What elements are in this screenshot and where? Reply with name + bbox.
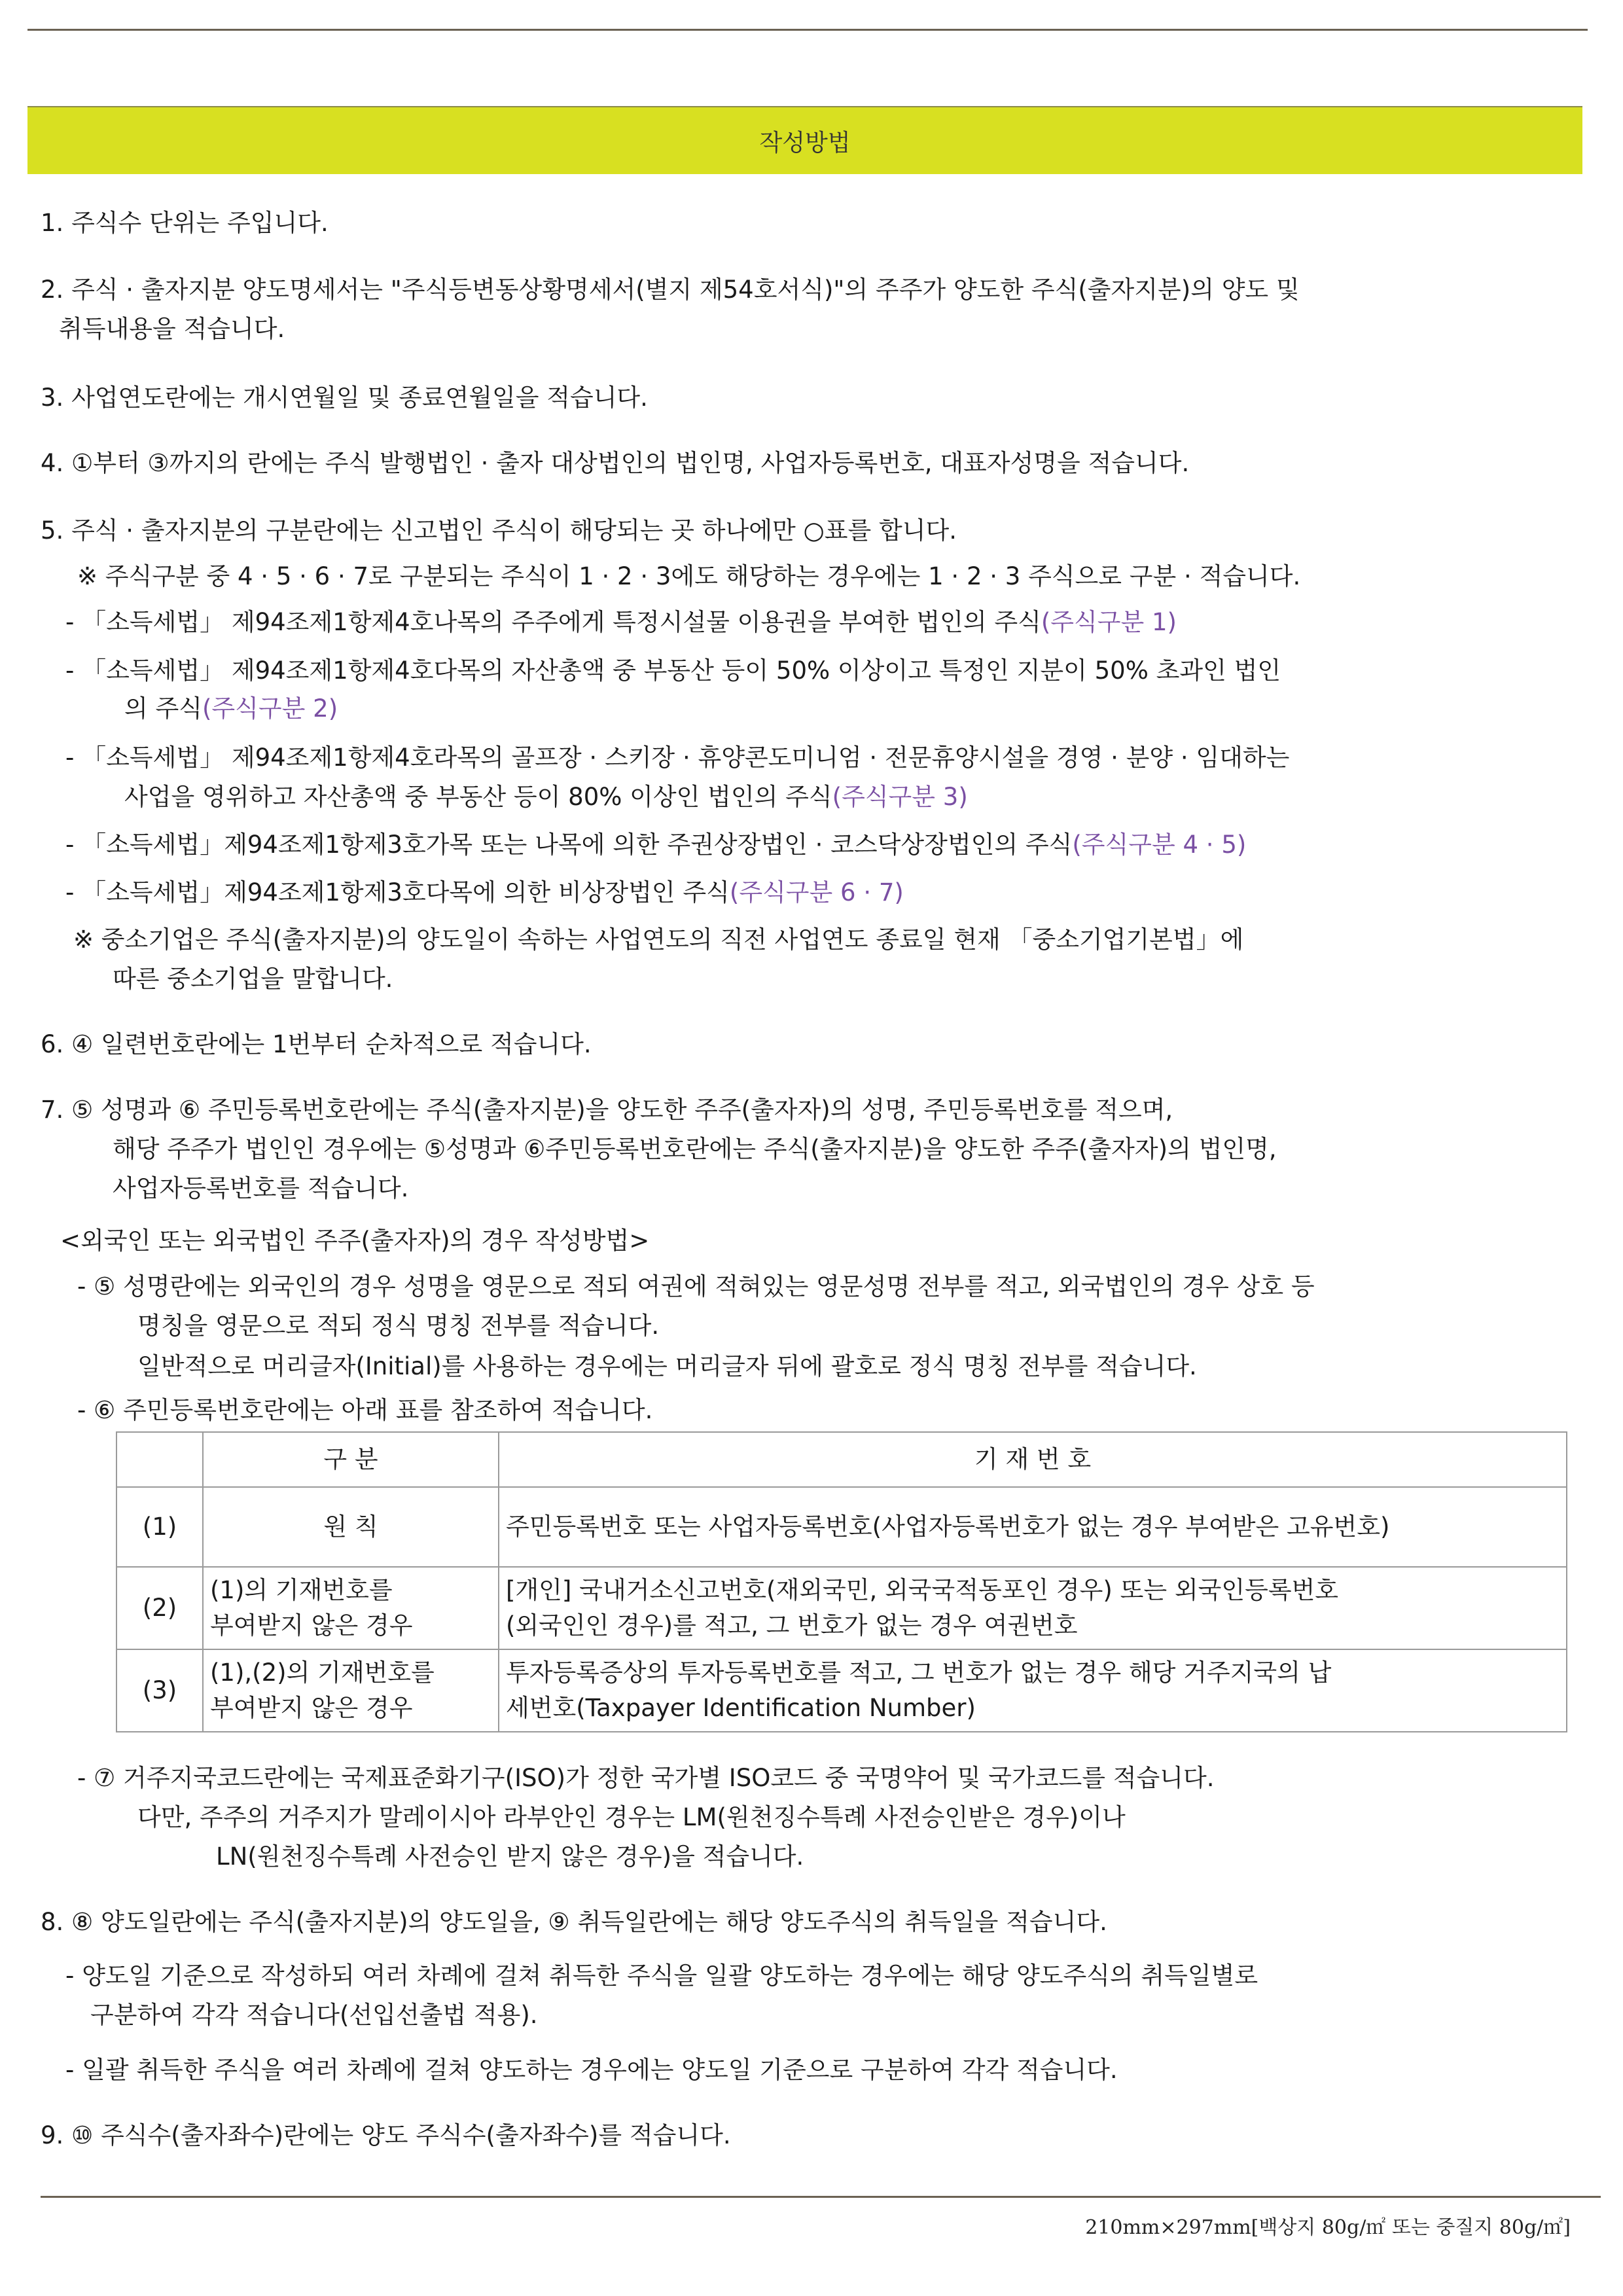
residence-code-line-1: - ⑦ 거주지국코드란에는 국제표준화기구(ISO)가 정한 국가별 ISO코드 중 국명약어 및 국가코드를 적습니다. xyxy=(77,1764,1215,1792)
table-cell-line: (1)의 기재번호를 xyxy=(210,1576,393,1604)
table-row xyxy=(116,1649,1567,1732)
item-5: 5. 주식 · 출자지분의 구분란에는 신고법인 주식이 해당되는 곳 하나에만 ○표를 합니다. xyxy=(41,516,957,545)
section-title: 작성방법 xyxy=(759,129,851,156)
id-number-table xyxy=(116,1431,1567,1732)
class-1-line xyxy=(65,602,1177,637)
top-rule xyxy=(27,29,1588,31)
bottom-rule xyxy=(41,2196,1601,2198)
table-cell-number: 주민등록번호 또는 사업자등록번호(사업자등록번호가 없는 경우 부여받은 고유번호) xyxy=(499,1487,1567,1567)
item-8: 8. ⑧ 양도일란에는 주식(출자지분)의 양도일을, ⑨ 취득일란에는 해당 양도주식의 취득일을 적습니다. xyxy=(41,1908,1107,1936)
item-9: 9. ⑩ 주식수(출자좌수)란에는 양도 주식수(출자좌수)를 적습니다. xyxy=(41,2121,731,2149)
table-cell-line: 투자등록증상의 투자등록번호를 적고, 그 번호가 없는 경우 해당 거주지국의 납 xyxy=(506,1659,1332,1687)
class-3-line-1: - 「소득세법」 제94조제1항제4호라목의 골프장 · 스키장 · 휴양콘도미니엄 · 전문휴양시설을 경영 · 분양 · 임대하는 xyxy=(65,744,1290,772)
item-7-line-2: 해당 주주가 법인인 경우에는 ⑤성명과 ⑥주민등록번호란에는 주식(출자지분)을 양도한 주주(출자자)의 법인명, xyxy=(113,1135,1277,1163)
table-cell-line: 세번호(Taxpayer Identification Number) xyxy=(506,1694,976,1722)
item-3: 3. 사업연도란에는 개시연월일 및 종료연월일을 적습니다. xyxy=(41,384,648,412)
class-3-line-2 xyxy=(124,777,968,812)
table-header-number: 기 재 번 호 xyxy=(499,1432,1567,1487)
class-6-line xyxy=(65,872,904,908)
table-cell-line: (외국인인 경우)를 적고, 그 번호가 없는 경우 여권번호 xyxy=(506,1611,1078,1640)
table-cell-line: 부여받지 않은 경우 xyxy=(210,1611,413,1640)
class-4-tag: (주식구분 4 · 5) xyxy=(1072,831,1247,859)
table-header-blank xyxy=(116,1432,203,1487)
class-2-tag: (주식구분 2) xyxy=(202,694,338,723)
table-cell-line: [개인] 국내거소신고번호(재외국민, 외국국적동포인 경우) 또는 외국인등록번호 xyxy=(506,1576,1339,1604)
item-8-rule-1-line-2: 구분하여 각각 적습니다(선입선출법 적용). xyxy=(90,2001,538,2029)
table-cell-no: (1) xyxy=(116,1487,203,1567)
table-cell-no: (2) xyxy=(116,1567,203,1649)
table-row xyxy=(116,1567,1567,1649)
table-cell-category: 원 칙 xyxy=(203,1487,499,1567)
paper-spec-footer: 210mm×297mm[백상지 80g/㎡ 또는 중질지 80g/㎡] xyxy=(1085,2216,1571,2239)
table-cell-number xyxy=(499,1649,1567,1732)
residence-code-line-3: LN(원천징수특례 사전승인 받지 않은 경우)을 적습니다. xyxy=(216,1842,804,1871)
table-cell-line: 부여받지 않은 경우 xyxy=(210,1694,413,1722)
class-4-text: - 「소득세법」제94조제1항제3호가목 또는 나목에 의한 주권상장법인 · 코스닥상장법인의 주식 xyxy=(65,831,1073,859)
class-3-tag: (주식구분 3) xyxy=(832,783,968,811)
foreign-heading: <외국인 또는 외국법인 주주(출자자)의 경우 작성방법> xyxy=(60,1227,650,1255)
item-2-line-2: 취득내용을 적습니다. xyxy=(59,315,285,343)
foreign-name-line-2: 명칭을 영문으로 적되 정식 명칭 전부를 적습니다. xyxy=(137,1312,660,1340)
class-6-text: - 「소득세법」제94조제1항제3호다목에 의한 비상장법인 주식 xyxy=(65,878,730,906)
item-7-line-1: 7. ⑤ 성명과 ⑥ 주민등록번호란에는 주식(출자지분)을 양도한 주주(출자자)의 성명, 주민등록번호를 적으며, xyxy=(41,1096,1173,1124)
sme-note-line-2: 따른 중소기업을 말합니다. xyxy=(113,965,393,993)
class-4-line xyxy=(65,825,1246,860)
table-cell-no: (3) xyxy=(116,1649,203,1732)
item-1: 1. 주식수 단위는 주입니다. xyxy=(41,209,329,237)
item-7-line-3: 사업자등록번호를 적습니다. xyxy=(113,1174,409,1202)
item-8-rule-1-line-1: - 양도일 기준으로 작성하되 여러 차례에 걸쳐 취득한 주식을 일괄 양도하는 경우에는 해당 양도주식의 취득일별로 xyxy=(65,1962,1258,1990)
item-8-rule-2: - 일괄 취득한 주식을 여러 차례에 걸쳐 양도하는 경우에는 양도일 기준으로 구분하여 각각 적습니다. xyxy=(65,2056,1118,2084)
residence-code-line-2: 다만, 주주의 거주지가 말레이시아 라부안인 경우는 LM(원천징수특례 사전승인받은 경우)이나 xyxy=(137,1803,1126,1831)
table-row xyxy=(116,1487,1567,1567)
class-1-tag: (주식구분 1) xyxy=(1041,608,1177,636)
section-title-bar xyxy=(27,106,1582,174)
class-1-text: - 「소득세법」 제94조제1항제4호나목의 주주에게 특정시설물 이용권을 부여한 법인의 주식 xyxy=(65,608,1041,636)
table-header-row xyxy=(116,1432,1567,1487)
foreign-id-line: - ⑥ 주민등록번호란에는 아래 표를 참조하여 적습니다. xyxy=(77,1396,653,1424)
item-2-line-1: 2. 주식 · 출자지분 양도명세서는 "주식등변동상황명세서(별지 제54호서식)"의 주주가 양도한 주식(출자지분)의 양도 및 xyxy=(41,276,1300,304)
class-2-line-1: - 「소득세법」 제94조제1항제4호다목의 자산총액 중 부동산 등이 50% 이상이고 특정인 지분이 50% 초과인 법인 xyxy=(65,656,1281,685)
table-header-category: 구 분 xyxy=(203,1432,499,1487)
table-cell-number xyxy=(499,1567,1567,1649)
table-cell-category xyxy=(203,1649,499,1732)
class-2-line-2 xyxy=(124,689,338,724)
table-cell-line: (1),(2)의 기재번호를 xyxy=(210,1659,435,1687)
foreign-name-line-3: 일반적으로 머리글자(Initial)를 사용하는 경우에는 머리글자 뒤에 괄호로 정식 명칭 전부를 적습니다. xyxy=(137,1352,1197,1380)
sme-note-line-1: ※ 중소기업은 주식(출자지분)의 양도일이 속하는 사업연도의 직전 사업연도 종료일 현재 「중소기업기본법」에 xyxy=(73,925,1244,954)
item-4: 4. ①부터 ③까지의 란에는 주식 발행법인 · 출자 대상법인의 법인명, 사업자등록번호, 대표자성명을 적습니다. xyxy=(41,449,1190,477)
foreign-name-line-1: - ⑤ 성명란에는 외국인의 경우 성명을 영문으로 적되 여권에 적혀있는 영문성명 전부를 적고, 외국법인의 경우 상호 등 xyxy=(77,1272,1315,1300)
class-6-tag: (주식구분 6 · 7) xyxy=(729,878,904,906)
class-2-text: 의 주식 xyxy=(124,694,202,723)
item-5-note: ※ 주식구분 중 4 · 5 · 6 · 7로 구분되는 주식이 1 · 2 · 3에도 해당하는 경우에는 1 · 2 · 3 주식으로 구분 · 적습니다. xyxy=(77,562,1301,590)
item-6: 6. ④ 일련번호란에는 1번부터 순차적으로 적습니다. xyxy=(41,1030,592,1058)
table-cell-category xyxy=(203,1567,499,1649)
class-3-text: 사업을 영위하고 자산총액 중 부동산 등이 80% 이상인 법인의 주식 xyxy=(124,783,832,811)
